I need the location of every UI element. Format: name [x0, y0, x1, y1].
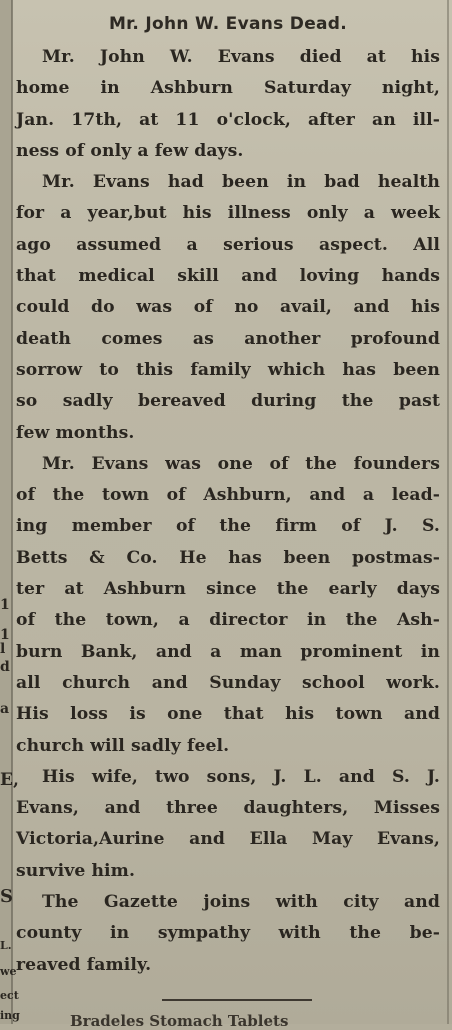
text-line: church will sadly feel.	[16, 735, 230, 756]
article-headline: Mr. John W. Evans Dead.	[108, 14, 348, 34]
text-line: ness of only a few days.	[16, 140, 244, 161]
text-line: few months.	[16, 422, 135, 443]
left-column-fragment: 1	[0, 627, 10, 643]
text-line: ter at Ashburn since the early days	[16, 579, 440, 600]
left-column-fragment: ing	[0, 1009, 20, 1022]
text-line: Betts & Co. He has been postmas-	[16, 547, 440, 568]
text-line: county in sympathy with the be-	[16, 923, 440, 944]
article-paragraph	[16, 167, 440, 449]
text-line: could do was of no avail, and his	[16, 297, 440, 318]
text-line: Mr. Evans had been in bad health	[42, 172, 440, 193]
text-line: reaved family.	[16, 954, 152, 975]
left-column-fragment: E,	[0, 770, 19, 790]
text-line: His loss is one that his town and	[16, 704, 440, 725]
text-line: ago assumed a serious aspect. All	[16, 234, 440, 255]
article-divider	[162, 999, 312, 1001]
article-paragraph	[16, 762, 440, 887]
text-line: His wife, two sons, J. L. and S. J.	[42, 766, 440, 787]
text-line: sorrow to this family which has been	[16, 359, 440, 380]
text-line: Jan. 17th, at 11 o'clock, after an ill-	[16, 109, 440, 130]
text-line: home in Ashburn Saturday night,	[16, 78, 440, 99]
left-column-fragment: 1	[0, 597, 10, 613]
left-column-fragment: we	[0, 965, 17, 978]
left-column-fragment: ect	[0, 989, 19, 1002]
obituary-article	[16, 14, 440, 981]
text-line: for a year,but his illness only a week	[16, 203, 440, 224]
text-line: survive him.	[16, 860, 136, 881]
text-line: so sadly bereaved during the past	[16, 391, 440, 412]
column-rule-right	[447, 0, 449, 1024]
text-line: all church and Sunday school work.	[16, 672, 440, 693]
text-line: Mr. Evans was one of the founders	[42, 453, 440, 474]
left-column-fragment: a	[0, 701, 10, 717]
article-paragraph	[16, 42, 440, 167]
text-line: ing member of the firm of J. S.	[16, 516, 440, 537]
text-line: of the town, a director in the Ash-	[16, 610, 440, 631]
text-line: burn Bank, and a man prominent in	[16, 641, 440, 662]
text-line: of the town of Ashburn, and a lead-	[16, 485, 440, 506]
text-line: Evans, and three daughters, Misses	[16, 798, 440, 819]
left-column-fragment: S	[0, 886, 13, 907]
text-line: Victoria,Aurine and Ella May Evans,	[16, 829, 440, 850]
left-column-fragment: d	[0, 659, 10, 675]
left-column-fragment: L.	[0, 939, 12, 952]
column-rule-left	[11, 0, 13, 1024]
article-paragraph	[16, 449, 440, 762]
text-line: that medical skill and loving hands	[16, 266, 440, 287]
article-paragraph	[16, 887, 440, 981]
left-column-fragment: l	[0, 641, 6, 657]
text-line: Mr. John W. Evans died at his	[42, 47, 440, 67]
text-line: The Gazette joins with city and	[42, 892, 440, 913]
text-line: death comes as another profound	[16, 328, 440, 349]
next-article-heading: Bradeles Stomach Tablets	[70, 1012, 289, 1030]
